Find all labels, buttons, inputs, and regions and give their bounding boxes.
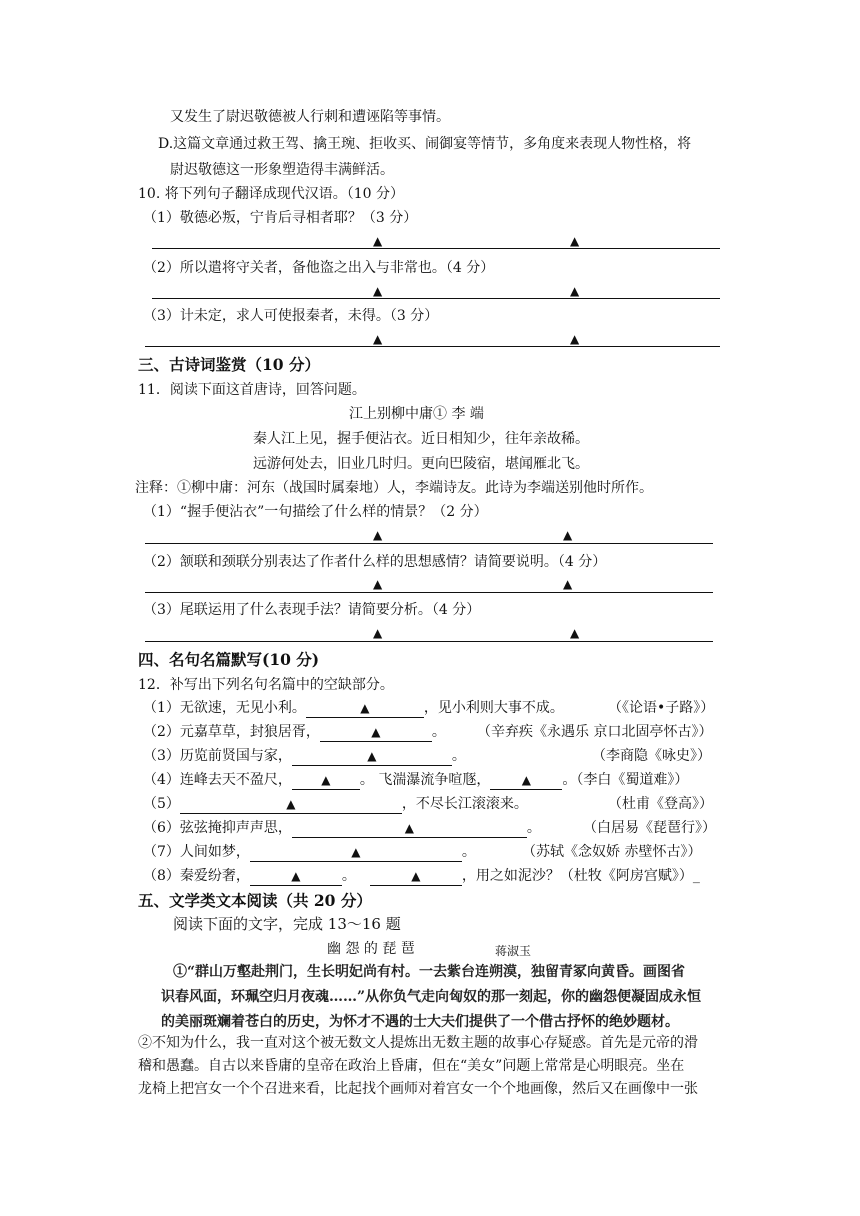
fill-text: 。	[461, 844, 476, 860]
q11-sub-3: （3）尾联运用了什么表现手法？请简要分析。（4 分）	[143, 602, 481, 618]
answer-mark: ▲	[373, 626, 383, 640]
para1-line3: 的美丽斑斓着苍白的历史，为怀才不遇的士大夫们提供了一个借古抒怀的绝妙题材。	[161, 1014, 679, 1030]
answer-mark: ▲	[373, 234, 383, 248]
answer-line[interactable]	[145, 543, 713, 544]
fill-blank[interactable]: ▲	[490, 771, 562, 790]
fill-text: ，用之如泥沙？（杜牧《阿房宫赋》）_	[461, 868, 700, 884]
fill-text: 。（李白《蜀道难》）	[562, 772, 689, 788]
option-d-line1: D.这篇文章通过救王驾、擒王琬、拒收买、闹御宴等情节，多角度来表现人物性格，将	[158, 136, 692, 152]
fill-blank[interactable]: ▲	[292, 747, 452, 766]
fill-line-4	[143, 770, 688, 790]
section-4-heading: 四、名句名篇默写(10 分)	[138, 650, 320, 669]
q11-title: 11．阅读下面这首唐诗，回答问题。	[138, 382, 366, 398]
answer-mark: ▲	[563, 577, 573, 591]
q10-sentence-1: （1）敬德必叛，宁肯后寻相者耶？（3 分）	[143, 210, 418, 226]
fill-line-1	[143, 698, 564, 718]
fill-text: （8）秦爱纷奢，	[143, 868, 250, 884]
fill-text: 。	[451, 748, 466, 764]
fill-source-6: （白居易《琵琶行》）	[583, 820, 716, 836]
fill-text: （6）弦弦掩抑声声思，	[143, 820, 292, 836]
answer-mark: ▲	[373, 577, 383, 591]
answer-line[interactable]	[145, 641, 713, 642]
section-3-heading: 三、古诗词鉴赏（10 分）	[138, 355, 320, 374]
poem-title: 江上别柳中庸① 李 端	[349, 406, 484, 422]
para2-line2: 稽和愚蠢。自古以来昏庸的皇帝在政治上昏庸，但在“美女”问题上常常是心明眼亮。坐在	[138, 1058, 685, 1074]
fill-blank[interactable]: ▲	[370, 867, 462, 886]
answer-mark: ▲	[373, 528, 383, 542]
para1-line1: ①“群山万壑赴荆门，生长明妃尚有村。一去紫台连朔漠，独留青冢向黄昏。画图省	[173, 964, 686, 980]
fill-line-6	[143, 818, 541, 838]
fill-text: 。	[431, 724, 446, 740]
fill-text: 。	[341, 868, 356, 884]
fill-text: ，见小利则大事不成。	[423, 700, 564, 716]
fill-source-1: （《论语•子路》）	[608, 700, 715, 716]
fill-text: （5）	[143, 796, 180, 812]
answer-mark: ▲	[563, 528, 573, 542]
answer-mark: ▲	[570, 332, 580, 346]
section-5-heading: 五、文学类文本阅读（共 20 分）	[138, 891, 372, 910]
poem-note: 注释：①柳中庸：河东（战国时属秦地）人，李端诗友。此诗为李端送别他时所作。	[135, 480, 653, 496]
q11-sub-1: （1）“握手便沾衣”一句描绘了什么样的情景？（2 分）	[143, 504, 488, 520]
para2-line3: 龙椅上把宫女一个个召进来看，比起找个画师对着宫女一个个地画像，然后又在画像中一张	[138, 1081, 698, 1097]
fill-blank[interactable]: ▲	[292, 771, 360, 790]
para1-line2: 识春风面，环珮空归月夜魂……”从你负气走向匈奴的那一刻起，你的幽怨便凝固成永恒	[161, 989, 702, 1005]
fill-blank[interactable]: ▲	[306, 699, 424, 718]
fill-source-2: （辛弃疾《永遇乐 京口北固亭怀古》）	[477, 724, 713, 740]
q10-sentence-3: （3）计未定，求人可使报秦者，未得。（3 分）	[143, 308, 439, 324]
fill-line-8	[143, 866, 700, 886]
article-author: 蒋淑玉	[495, 944, 532, 958]
fill-source-7: （苏轼《念奴娇 赤壁怀古》）	[522, 844, 702, 860]
fill-source-3: （李商隐《咏史》）	[592, 748, 711, 764]
fill-text: （7）人间如梦，	[143, 844, 250, 860]
fill-text: 。 飞湍瀑流争喧豗，	[359, 772, 491, 788]
section-5-intro: 阅读下面的文字，完成 13～16 题	[173, 915, 401, 933]
fill-line-3	[143, 746, 466, 766]
fill-text: 。	[526, 820, 541, 836]
poem-line-2: 远游何处去，旧业几时归。更向巴陵宿，堪闻雁北飞。	[253, 456, 589, 472]
fill-text: （2）元嘉草草，封狼居胥，	[143, 724, 320, 740]
q11-sub-2: （2）颔联和颈联分别表达了作者什么样的思想感情？请简要说明。（4 分）	[143, 554, 607, 570]
fill-text: ，不尽长江滚滚来。	[401, 796, 528, 812]
fill-text: （1）无欲速，无见小利。	[143, 700, 306, 716]
answer-mark: ▲	[373, 284, 383, 298]
fill-text: （3）历览前贤国与家，	[143, 748, 292, 764]
fill-line-5	[143, 794, 528, 814]
fill-blank[interactable]: ▲	[250, 843, 462, 862]
q10-sentence-2: （2）所以遣将守关者，备他盗之出入与非常也。（4 分）	[143, 260, 495, 276]
answer-mark: ▲	[570, 234, 580, 248]
answer-mark: ▲	[570, 626, 580, 640]
fill-blank[interactable]: ▲	[180, 795, 402, 814]
answer-line[interactable]	[145, 346, 720, 347]
q10-title: 10. 将下列句子翻译成现代汉语。（10 分）	[138, 186, 404, 202]
option-d-line2: 尉迟敬德这一形象塑造得丰满鲜活。	[170, 162, 394, 178]
para2-line1: ②不知为什么，我一直对这个被无数文人提炼出无数主题的故事心存疑惑。首先是元帝的滑	[138, 1035, 698, 1051]
answer-line[interactable]	[145, 592, 713, 593]
q12-title: 12．补写出下列名句名篇中的空缺部分。	[138, 677, 394, 693]
answer-mark: ▲	[373, 332, 383, 346]
poem-line-1: 秦人江上见，握手便沾衣。近日相知少，往年亲故稀。	[253, 431, 589, 447]
fill-blank[interactable]: ▲	[250, 867, 342, 886]
answer-line[interactable]	[152, 248, 720, 249]
option-c-continuation: 又发生了尉迟敬德被人行刺和遭诬陷等事情。	[170, 109, 450, 125]
fill-text: （4）连峰去天不盈尺，	[143, 772, 292, 788]
article-title: 幽 怨 的 琵 琶	[327, 941, 415, 957]
fill-line-7	[143, 842, 476, 862]
answer-mark: ▲	[570, 284, 580, 298]
fill-source-5: （杜甫《登高》）	[608, 796, 713, 812]
fill-blank[interactable]: ▲	[292, 819, 527, 838]
fill-line-2	[143, 722, 446, 742]
fill-blank[interactable]: ▲	[320, 723, 432, 742]
answer-line[interactable]	[152, 298, 720, 299]
